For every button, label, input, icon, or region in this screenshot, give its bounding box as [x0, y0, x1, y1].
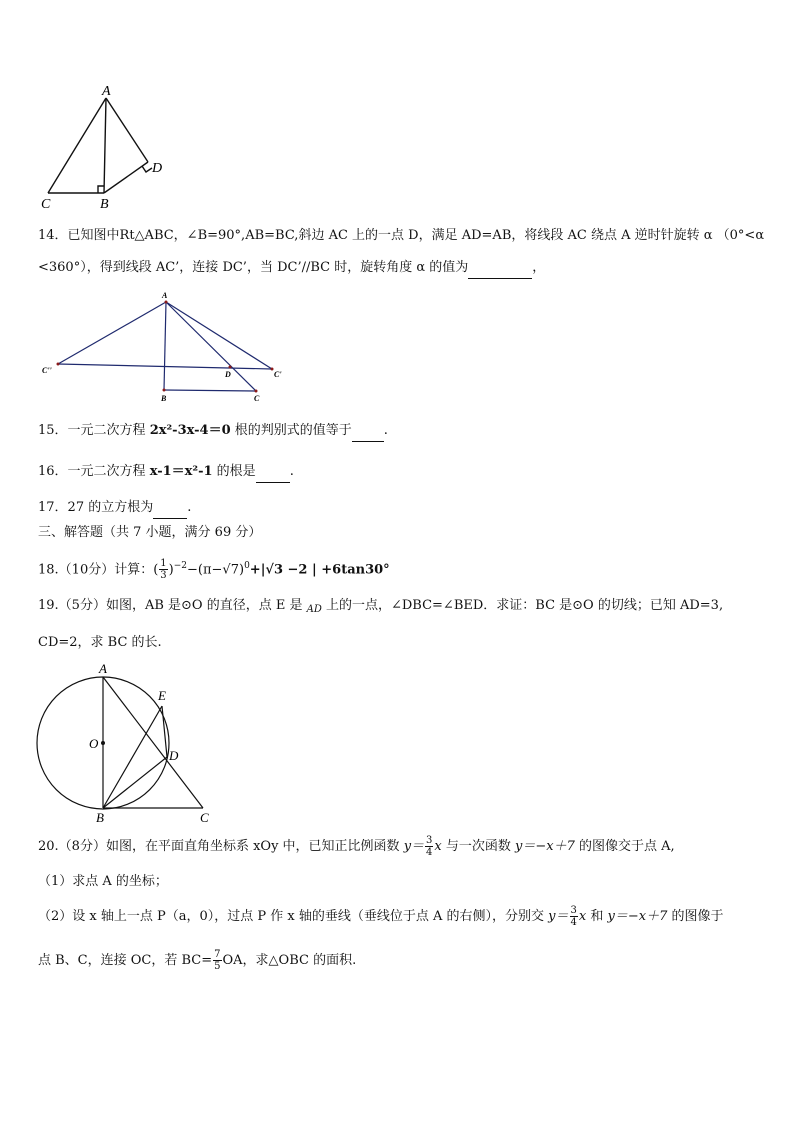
q16-end: . [289, 464, 294, 479]
q19-text-b: 上的一点，∠DBC=∠BED．求证：BC 是⊙O 的切线；已知 AD=3, [321, 598, 724, 613]
exponent: 0 [244, 561, 250, 571]
fraction: $\frac{3}{4}$ [426, 835, 433, 858]
q15-equation: 2x²-3x-4＝0 [149, 423, 231, 438]
y1-x: x [578, 909, 587, 924]
q20-text-c: 的图像交于点 A, [574, 839, 675, 854]
q18-mid: −(π−√7) [187, 562, 245, 578]
label-c: C [200, 810, 209, 825]
label-b: B [161, 394, 167, 403]
q20-text-b: 与一次函数 [441, 839, 516, 854]
q16 [38, 462, 294, 483]
answer-blank[interactable] [256, 462, 290, 483]
q20-line4-b: OA，求△OBC 的面积. [222, 953, 357, 968]
q20-line4 [38, 948, 356, 974]
answer-blank[interactable] [352, 421, 384, 442]
y2-function: y＝−x＋7 [607, 909, 668, 924]
label-c2: C'' [42, 366, 52, 375]
label-d: D [169, 748, 179, 763]
q18: 18.（10分）计算：( $\frac{1}{3}$ )$^{-2}-(\pi-√7)^0+|√3 -2$ | +6tan30° [38, 558, 390, 582]
q17-text: 17．27 的立方根为 [38, 500, 154, 515]
label-d: D [225, 370, 231, 379]
fraction: $\frac{7}{5}$ [214, 949, 221, 972]
q15-text-b: 根的判别式的值等于 [230, 423, 352, 438]
q20-sub2 [38, 904, 724, 930]
q20-sub2-a: （2）设 x 轴上一点 P（a，0），过点 P 作 x 轴的垂线（垂线位于点 A 的右侧），分别交 [38, 909, 549, 924]
q18-text: 18.（10分）计算： [38, 562, 154, 578]
label-b: B [100, 197, 109, 210]
q19-text-a: 19.（5分）如图，AB 是⊙O 的直径，点 E 是 [38, 598, 307, 613]
q20-sub2-c: 的图像于 [667, 909, 724, 924]
label-d: D [152, 161, 163, 176]
label-c1: C' [274, 370, 282, 379]
q14-line2-end: ， [532, 260, 546, 275]
q15-end: . [383, 423, 388, 438]
q20-text-a: 20.（8分）如图，在平面直角坐标系 xOy 中，已知正比例函数 [38, 839, 404, 854]
q20-sub1: （1）求点 A 的坐标； [38, 874, 168, 889]
circle-tangent-figure [30, 660, 220, 826]
q17 [38, 498, 191, 519]
q16-equation: x-1＝x²-1 [149, 464, 213, 479]
label-c: C [41, 197, 51, 210]
q20-line4-a: 点 B、C，连接 OC，若 BC= [38, 953, 213, 968]
label-c: C [254, 394, 260, 403]
q17-end: . [187, 500, 192, 515]
q19-line1 [38, 596, 723, 617]
rotation-figure [38, 290, 298, 406]
answer-blank[interactable] [153, 498, 187, 519]
y1-lhs: y＝ [403, 839, 425, 854]
y1-x: x [434, 839, 442, 854]
q16-text-a: 16．一元二次方程 [38, 464, 150, 479]
q19-line2: CD=2，求 BC 的长. [38, 635, 162, 650]
q14-line2 [38, 258, 545, 279]
q16-text-b: 的根是 [212, 464, 256, 479]
label-b: B [96, 810, 104, 825]
q14-line1: 14．已知图中Rt△ABC，∠B=90°,AB=BC,斜边 AC 上的一点 D，满足 AD=AB，将线段 AC 绕点 A 逆时针旋转 α （0°<α [38, 228, 765, 243]
answer-blank[interactable] [468, 258, 532, 279]
arc-ad: AD [306, 604, 322, 615]
label-e: E [158, 688, 166, 703]
section-heading: 三、解答题（共 7 小题，满分 69 分） [38, 525, 262, 540]
y1-lhs: y＝ [548, 909, 569, 924]
q18-tail: +|√3 −2 | +6tan30° [249, 562, 390, 578]
exponent: −2 [173, 561, 188, 571]
triangle-abcd-figure [38, 84, 168, 210]
label-a: A [162, 291, 168, 300]
fraction: $\frac{1}{3}$ [160, 558, 167, 582]
q14-line2-text: <360°），得到线段 AC’，连接 DC’，当 DC’//BC 时，旋转角度 α 的值为 [38, 260, 469, 275]
q15-text-a: 15．一元二次方程 [38, 423, 150, 438]
fraction: $\frac{3}{4}$ [570, 905, 577, 928]
label-a: A [99, 661, 107, 676]
label-a: A [102, 84, 111, 99]
q15 [38, 421, 388, 442]
y2-function: y＝−x＋7 [515, 839, 575, 854]
label-o: O [89, 736, 99, 751]
q20-sub2-b: 和 [586, 909, 608, 924]
q20-line1 [38, 834, 675, 860]
